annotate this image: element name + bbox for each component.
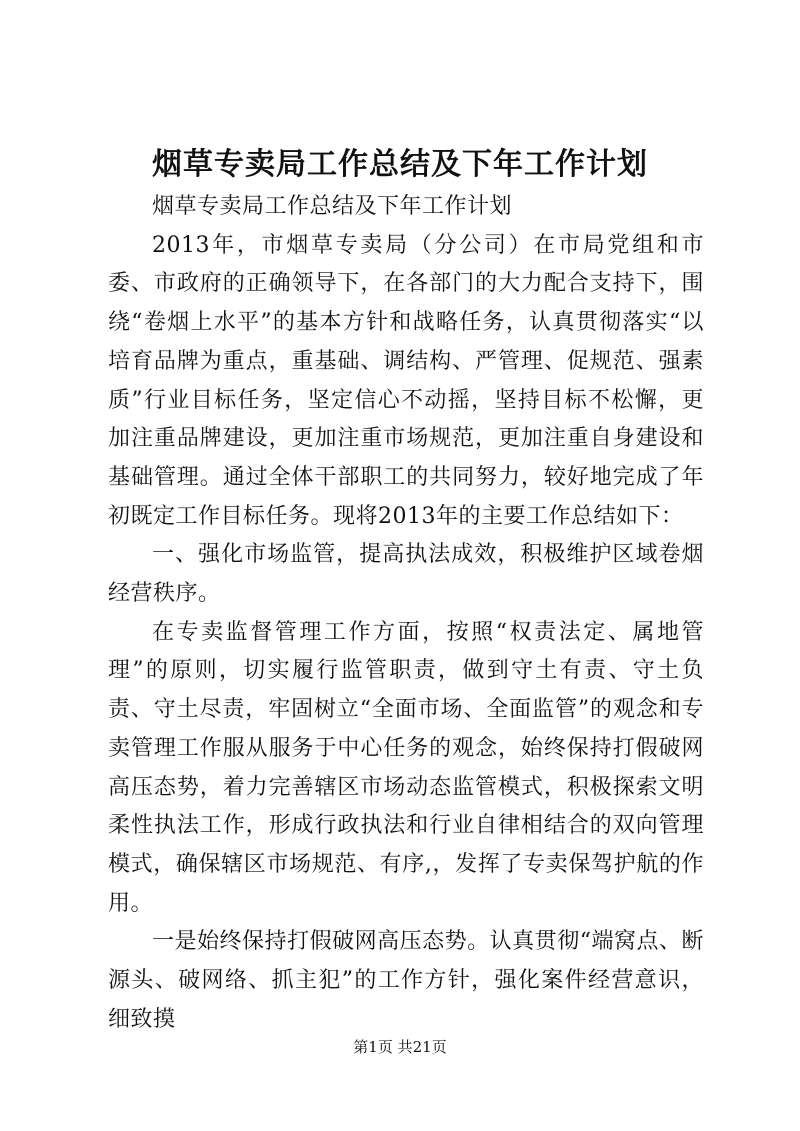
page-number-footer: 第1页 共21页 [353,1038,447,1056]
document-title: 烟草专卖局工作总结及下年工作计划 [152,147,648,182]
intro-paragraph: 2013年，市烟草专卖局（分公司）在市局党组和市委、市政府的正确领导下，在各部门的大力配合支持下，围绕“卷烟上水平”的基本方针和战略任务，认真贯彻落实“以培育品牌为重点，重基础、调结构、严管理、促规范、强素质”行业目标任务，坚定信心不动摇，坚持目标不松懈，更加注重品牌建设，更加注重市场规范，更加注重自身建设和基础管理。通过全体干部职工的共同努力，较好地完成了年初既定工作目标任务。现将2013年的主要工作总结如下： [108,232,704,529]
body-paragraph: 一是始终保持打假破网高压态势。认真贯彻“端窝点、断源头、破网络、抓主犯”的工作方针，强化案件经营意识，细致摸 [108,929,704,1032]
document-body [108,188,704,1039]
subtitle-paragraph: 烟草专卖局工作总结及下年工作计划 [152,194,513,219]
section-heading-paragraph: 一、强化市场监管，提高执法成效，积极维护区域卷烟经营秩序。 [108,542,704,607]
body-paragraph: 在专卖监督管理工作方面，按照“权责法定、属地管理”的原则，切实履行监管职责，做到守土有责、守土负责、守土尽责，牢固树立“全面市场、全面监管”的观念和专卖管理工作服从服务于中心任务的观念，始终保持打假破网高压态势，着力完善辖区市场动态监管模式，积极探索文明柔性执法工作，形成行政执法和行业自律相结合的双向管理模式，确保辖区市场规范、有序,，发挥了专卖保驾护航的作用。 [108,619,704,916]
